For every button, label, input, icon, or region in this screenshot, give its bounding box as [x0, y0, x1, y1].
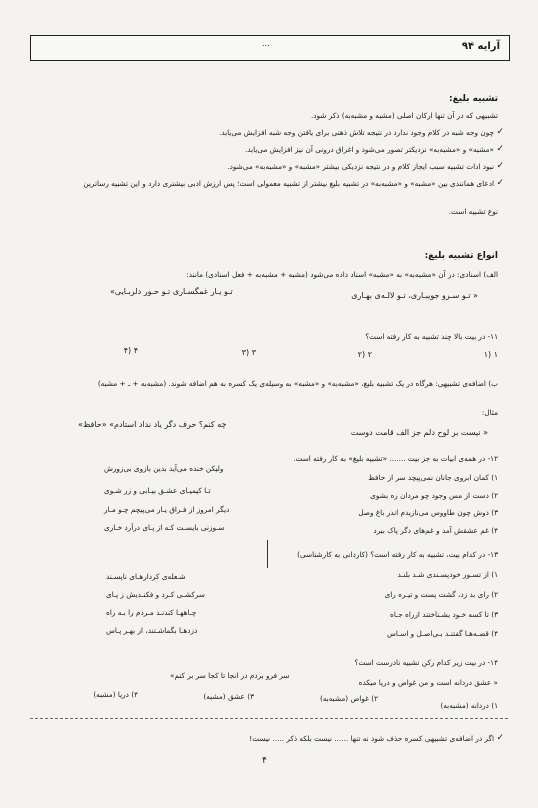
type-a-definition: الف) اسنادی: در آن «مشبه‌به» به «مشبه» اسناد داده می‌شود (مشبه + مشبه‌به + فعل اسنادی) مانند: — [186, 270, 498, 279]
option-left: چـاههـا کندنـد مـردم را بـه راه — [106, 608, 197, 617]
option-1: ۱) ۱ — [483, 350, 498, 359]
poem-left: چه کنم؟ حرف دگر یاد نداد استادم» «حافظ» — [78, 420, 227, 429]
option-2: ۲) غواص (مشبه‌به) — [319, 694, 378, 703]
question-13: ۱۳- در کدام بیت، تشبیه به کار رفته است؟ (کاردانی به کارشناسی) — [297, 550, 498, 559]
option-1: ۱) دردانه (مشبه‌به) — [440, 701, 498, 710]
option-right: ۱) از تسـور خودپسـندی شـد بلنـد — [397, 570, 498, 579]
option-2: ۲) ۲ — [357, 350, 372, 359]
option-left: دیگر امروز از فـراق یـار می‌پیچم چـو مـار — [104, 505, 230, 514]
bullet-text: ادعای همانندی بین «مشبه» و «مشبه‌به» در تشبیه بلیغ بیشتر از تشبیه معمولی است؛ پس ارزش ادبی بیشتری دارد و این تشبیه رساترین — [83, 179, 494, 188]
header-dots: ... — [262, 39, 270, 48]
bullet-continuation: نوع تشبیه است. — [448, 207, 498, 216]
section-title-types: انواع تشبیه بلیغ: — [424, 251, 498, 261]
check-icon: ✓ — [496, 127, 504, 137]
option-left: سرکشـی کـرد و فکنـدیش ز پـای — [106, 590, 205, 599]
option-4: ۴) ۴ — [123, 346, 138, 355]
option-3: ۳) عشق (مشبه) — [203, 692, 254, 701]
option-right: ۳) دوش چون طاووس می‌نازیدم اندر باغ وصل — [358, 508, 498, 517]
bullet-text: چون وجه شبه در کلام وجود ندارد در نتیجه تلاش ذهنی برای یافتن وجه شبه افزایش می‌یابد. — [218, 128, 494, 137]
question-12: ۱۲- در همه‌ی ابیات به جز بیت ....... «تشبیه بلیغ» به کار رفته است. — [293, 454, 498, 463]
divider-line — [30, 718, 508, 719]
section-title-baligh: تشبیه بلیغ: — [449, 94, 498, 104]
header-box — [30, 35, 510, 61]
question-14: ۱۴- در بیت زیر کدام رکن تشبیه نادرست است؟ — [354, 658, 498, 667]
note-text: اگر در اضافه‌ی تشبیهی کسره حذف شود نه تنها ...... نیست بلکه ذکر ..... نیست! — [249, 734, 494, 743]
option-left: شـعله‌ی کردارهـای ناپسـند — [106, 572, 186, 581]
poem-left: تـو یـار غمگسـاری تـو حـور دلربـایی» — [110, 287, 233, 296]
divider-vertical — [267, 540, 268, 568]
type-b-definition: ب) اضافه‌ی تشبیهی: هرگاه در یک تشبیه بلیغ، «مشبه‌به» و «مشبه» به وسیله‌ی یک کسره به هم اضافه شوند. (مشبه‌به + ـ + مشبه) — [97, 379, 498, 388]
option-right: ۱) کمان ابروی جانان نمی‌پیچد سر از حافظ — [368, 473, 498, 482]
option-4: ۴) دریا (مشبه) — [93, 690, 138, 699]
bullet-text: «مشبه» و «مشبه‌به» نزدیکتر تصور می‌شود و اغراق درونی آن نیز افزایش می‌یابد. — [244, 145, 494, 154]
example-label: مثال: — [481, 408, 498, 417]
option-left: سـوزنی بایسـت کـه از پـای دراَرد خـاری — [104, 523, 225, 532]
check-icon: ✓ — [496, 733, 504, 743]
option-right: ۲) رای بد زد، گشت پست و تیـره رای — [384, 590, 498, 599]
check-icon: ✓ — [496, 144, 504, 154]
option-left: دزدهـا بگماشـتند، از بهـر پـاس — [106, 626, 198, 635]
poem-right: « عشق دردانه است و من غواص و دریا میکده — [358, 678, 498, 687]
option-left: تـا کیمیـای عشـق بیـابی و زر شـوی — [104, 486, 211, 495]
option-right: ۳) تا کسه خـود بشـناختند ازراه جـاه — [390, 610, 498, 619]
poem-right: « تـو سـرو جویبـاری، تـو لالـه‌ی بهـاری — [351, 291, 478, 300]
poem-right: « نیست بر لوح دلم جز الف قامت دوست — [350, 428, 488, 437]
option-right: ۴) غم عشقش آمد و غم‌های دگر پاک ببرد — [373, 526, 498, 535]
page-title: آرایه ۹۴ — [461, 41, 500, 52]
option-3: ۳) ۳ — [241, 348, 256, 357]
option-left: ولیکن خنده می‌آید بدین بازوی بی‌زورش — [104, 464, 224, 473]
question-11: ۱۱- در بیت بالا چند تشبیه به کار رفته است؟ — [365, 332, 498, 341]
check-icon: ✓ — [496, 161, 504, 171]
page-number: ۴ — [262, 756, 267, 766]
option-right: ۴) قصـه‌هـا گفتنـد بـی‌اصـل و اسـاس — [386, 629, 498, 638]
option-right: ۲) دست از مس وجود چو مردان ره بشوی — [370, 491, 498, 500]
poem-left: سر فرو بردم در انجا تا کجا سر بر کنم» — [170, 671, 290, 680]
check-icon: ✓ — [496, 178, 504, 188]
definition-text: تشبیهی که در آن تنها ارکان اصلی (مشبه و مشبه‌به) ذکر شود. — [310, 111, 498, 120]
bullet-text: نبود ادات تشبیه سبب ایجاز کلام و در نتیجه نزدیکی بیشتر «مشبه» و «مشبه‌به» می‌شود. — [227, 162, 494, 171]
